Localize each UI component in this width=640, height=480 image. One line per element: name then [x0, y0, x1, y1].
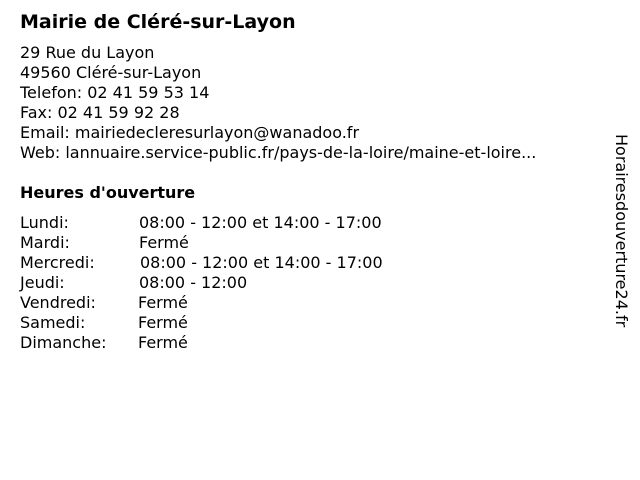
hours-day: Mercredi: — [20, 253, 95, 272]
hours-day: Jeudi: — [20, 273, 65, 292]
hours-heading: Heures d'ouverture — [20, 183, 196, 202]
hours-day: Dimanche: — [20, 333, 107, 352]
site-watermark: Horairesdouverture24.fr — [612, 134, 631, 328]
hours-time: Fermé — [138, 333, 188, 352]
city-address: 49560 Cléré-sur-Layon — [20, 63, 202, 82]
contact-block — [20, 43, 536, 163]
hours-time: Fermé — [139, 233, 189, 252]
hours-time: Fermé — [138, 293, 188, 312]
hours-day: Lundi: — [20, 213, 69, 232]
hours-time: Fermé — [138, 313, 188, 332]
hours-day: Mardi: — [20, 233, 70, 252]
hours-day: Vendredi: — [20, 293, 96, 312]
hours-time: 08:00 - 12:00 et 14:00 - 17:00 — [140, 253, 383, 272]
phone-number: Telefon: 02 41 59 53 14 — [20, 83, 210, 102]
hours-time: 08:00 - 12:00 et 14:00 - 17:00 — [139, 213, 382, 232]
page-title: Mairie de Cléré-sur-Layon — [20, 11, 296, 33]
hours-time: 08:00 - 12:00 — [139, 273, 248, 292]
fax-number: Fax: 02 41 59 92 28 — [20, 103, 180, 122]
email-address: Email: mairiedecleresurlayon@wanadoo.fr — [20, 123, 360, 142]
hours-day: Samedi: — [20, 313, 86, 332]
web-address: Web: lannuaire.service-public.fr/pays-de-la-loire/maine-et-loire... — [20, 143, 537, 162]
street-address: 29 Rue du Layon — [20, 43, 155, 62]
